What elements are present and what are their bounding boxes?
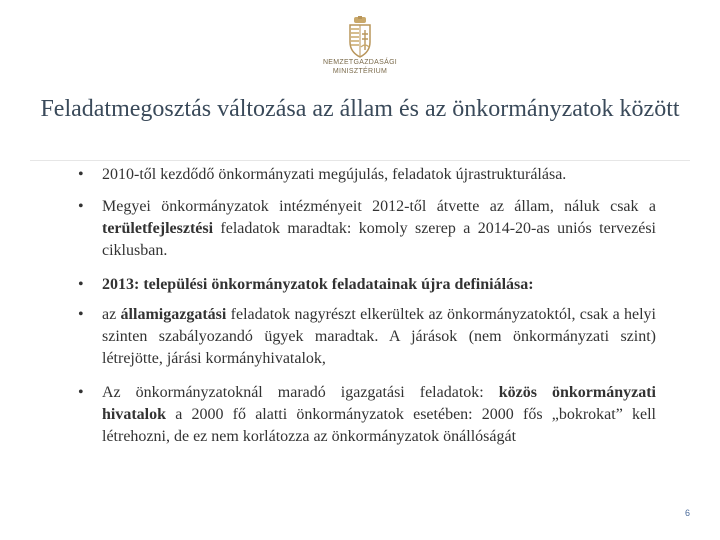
bullet-bold-text: közös önkormányzati hivatalok bbox=[102, 384, 656, 423]
bullet-item bbox=[72, 196, 656, 262]
bullet-bold-text: államigazgatási bbox=[120, 306, 227, 323]
bullet-text: 2010-től kezdődő önkormányzati megújulás, feladatok újrastrukturálása. bbox=[102, 166, 567, 183]
bullet-text: feladatok nagyrészt elkerültek az önkormányzatoktól, csak a helyi szinten szabályozandó ügyek maradtak. A járások (nem önkormányzati szint) létrejötte, járási kormányhivatalok, bbox=[102, 306, 656, 367]
bullet-bold-text: területfejlesztési bbox=[102, 220, 214, 237]
bullet-item bbox=[72, 304, 656, 370]
bullet-text: a 2000 fő alatti önkormányzatok esetében: 2000 fős „bokrokat” kell létrehozni, de ez nem korlátozza az önkormányzatok önállóságát bbox=[102, 406, 656, 445]
bullet-text: feladatok maradtak: komoly szerep a 2014-20-as uniós tervezési ciklusban. bbox=[102, 220, 656, 259]
slide-title: Feladatmegosztás változása az állam és az önkormányzatok között bbox=[40, 96, 680, 122]
coat-of-arms-icon bbox=[345, 16, 375, 58]
bullet-item bbox=[72, 382, 656, 448]
bullet-bold-text: 2013: települési önkormányzatok feladatainak újra definiálása: bbox=[102, 276, 534, 293]
ministry-logo bbox=[318, 16, 402, 82]
bullet-text: az bbox=[102, 306, 121, 323]
bullet-item bbox=[72, 274, 656, 296]
bullet-text: Az önkormányzatoknál maradó igazgatási feladatok: bbox=[102, 384, 499, 401]
logo-line-1: NEMZETGAZDASÁGI bbox=[322, 59, 398, 66]
logo-line-2: MINISZTÉRIUM bbox=[332, 68, 388, 75]
page-number: 6 bbox=[684, 508, 690, 518]
bullet-text: Megyei önkormányzatok intézményeit 2012-től átvette az állam, náluk csak a bbox=[102, 198, 656, 215]
bullet-list bbox=[72, 160, 656, 448]
bullet-item bbox=[72, 164, 656, 186]
